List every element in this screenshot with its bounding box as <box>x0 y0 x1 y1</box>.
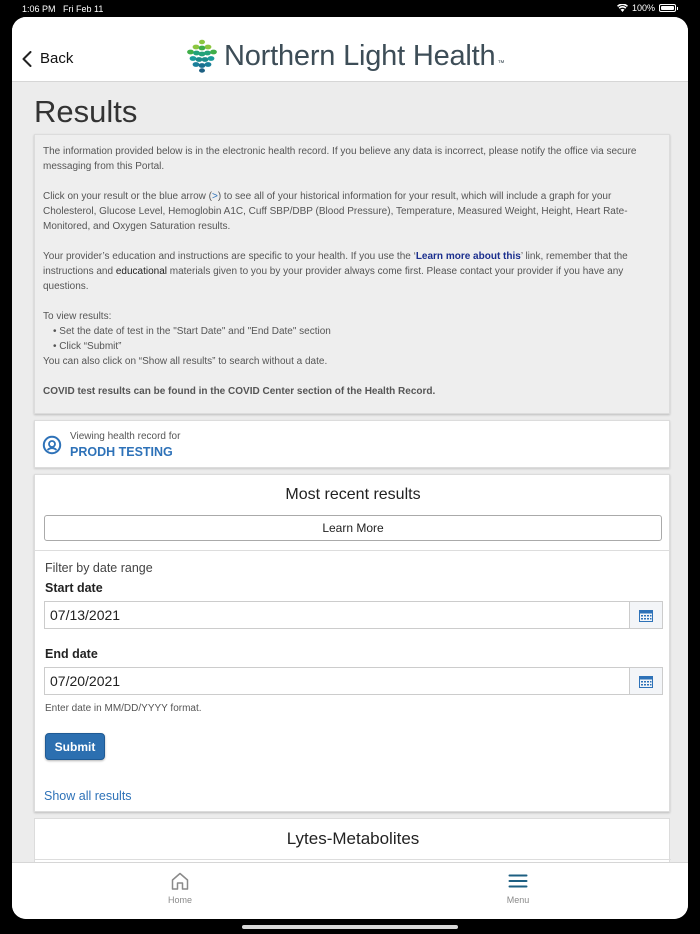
end-date-calendar-button[interactable] <box>629 667 663 695</box>
app-header <box>12 17 688 82</box>
instruction-bullet-1: • Set the date of test in the "Start Date" and "End Date" section <box>53 326 331 337</box>
info-paragraph-education: Your provider’s education and instructions are specific to your health. If you use the ‘Learn more about this’ link, remember that the instructions and educational materials given to you by your provider always come first. Please contact your provider if you have any questions. <box>43 251 628 292</box>
logo <box>186 39 504 73</box>
calendar-icon <box>639 675 653 688</box>
battery-percent: 100% <box>631 3 655 13</box>
logo-text: Northern Light Health <box>224 39 496 72</box>
tab-home-label: Home <box>167 895 192 905</box>
view-heading: To view results: <box>43 311 112 322</box>
date-format-hint: Enter date in MM/DD/YYYY format. <box>45 703 202 714</box>
at-sign-icon <box>42 435 62 455</box>
home-indicator[interactable] <box>242 925 458 929</box>
instruction-bullet-2: • Click “Submit” <box>53 341 122 352</box>
back-button[interactable] <box>22 50 73 67</box>
view-note: You can also click on “Show all results” to search without a date. <box>43 356 328 367</box>
info-paragraph-history: Click on your result or the blue arrow (>) to see all of your historical information for your result, which will include a graph for your Cholesterol, Glucose Level, Hemoglobin A1C, Cuff SBP/DBP (Blood Pressure), Temperature, Measured Weight, Height, Heart Rate-Monitored, and Oxygen Saturation results. <box>43 191 628 232</box>
card-title: Most recent results <box>285 486 421 503</box>
chevron-left-icon <box>22 51 32 67</box>
submit-button[interactable]: Submit <box>45 733 105 760</box>
divider <box>35 859 671 860</box>
start-date-calendar-button[interactable] <box>629 601 663 629</box>
record-name: PRODH TESTING <box>70 445 173 459</box>
show-all-results-link[interactable]: Show all results <box>44 789 132 803</box>
start-date-label: Start date <box>45 581 103 595</box>
tab-menu[interactable] <box>478 871 558 905</box>
lytes-metabolites-card[interactable] <box>34 818 670 862</box>
logo-trademark: ™ <box>497 60 505 67</box>
covid-note: COVID test results can be found in the COVID Center section of the Health Record. <box>43 386 436 397</box>
status-indicators <box>617 3 678 13</box>
calendar-icon <box>639 609 653 622</box>
back-label: Back <box>40 50 74 67</box>
start-date-input[interactable] <box>44 601 630 629</box>
page-title: Results <box>34 94 138 129</box>
main-content[interactable] <box>12 82 688 862</box>
learn-more-button[interactable]: Learn More <box>44 515 662 541</box>
hamburger-menu-icon <box>508 871 528 891</box>
info-paragraph-record: The information provided below is in the electronic health record. If you believe any data is incorrect, please notify the office via secure messaging from this Portal. <box>43 146 637 172</box>
end-date-label: End date <box>45 647 98 661</box>
info-box <box>34 134 670 414</box>
section-title: Lytes-Metabolites <box>286 829 420 848</box>
wifi-icon <box>617 4 628 12</box>
status-time: 1:06 PM Fri Feb 11 <box>22 4 104 14</box>
filter-label: Filter by date range <box>45 561 153 575</box>
health-record-selector[interactable] <box>34 420 670 468</box>
record-label: Viewing health record for <box>70 431 181 442</box>
bottom-tab-bar <box>12 862 688 919</box>
blue-arrow-link: > <box>211 191 218 202</box>
divider <box>35 550 671 551</box>
tab-home[interactable] <box>140 871 220 905</box>
home-icon <box>170 871 190 891</box>
end-date-input[interactable] <box>44 667 630 695</box>
most-recent-results-card <box>34 474 670 812</box>
app-window <box>12 17 688 919</box>
pinecone-logo-icon <box>186 39 218 73</box>
status-bar <box>0 0 700 17</box>
tab-menu-label: Menu <box>506 895 530 905</box>
battery-icon <box>659 4 676 12</box>
learn-more-about-this-link[interactable]: Learn more about this <box>415 251 521 262</box>
